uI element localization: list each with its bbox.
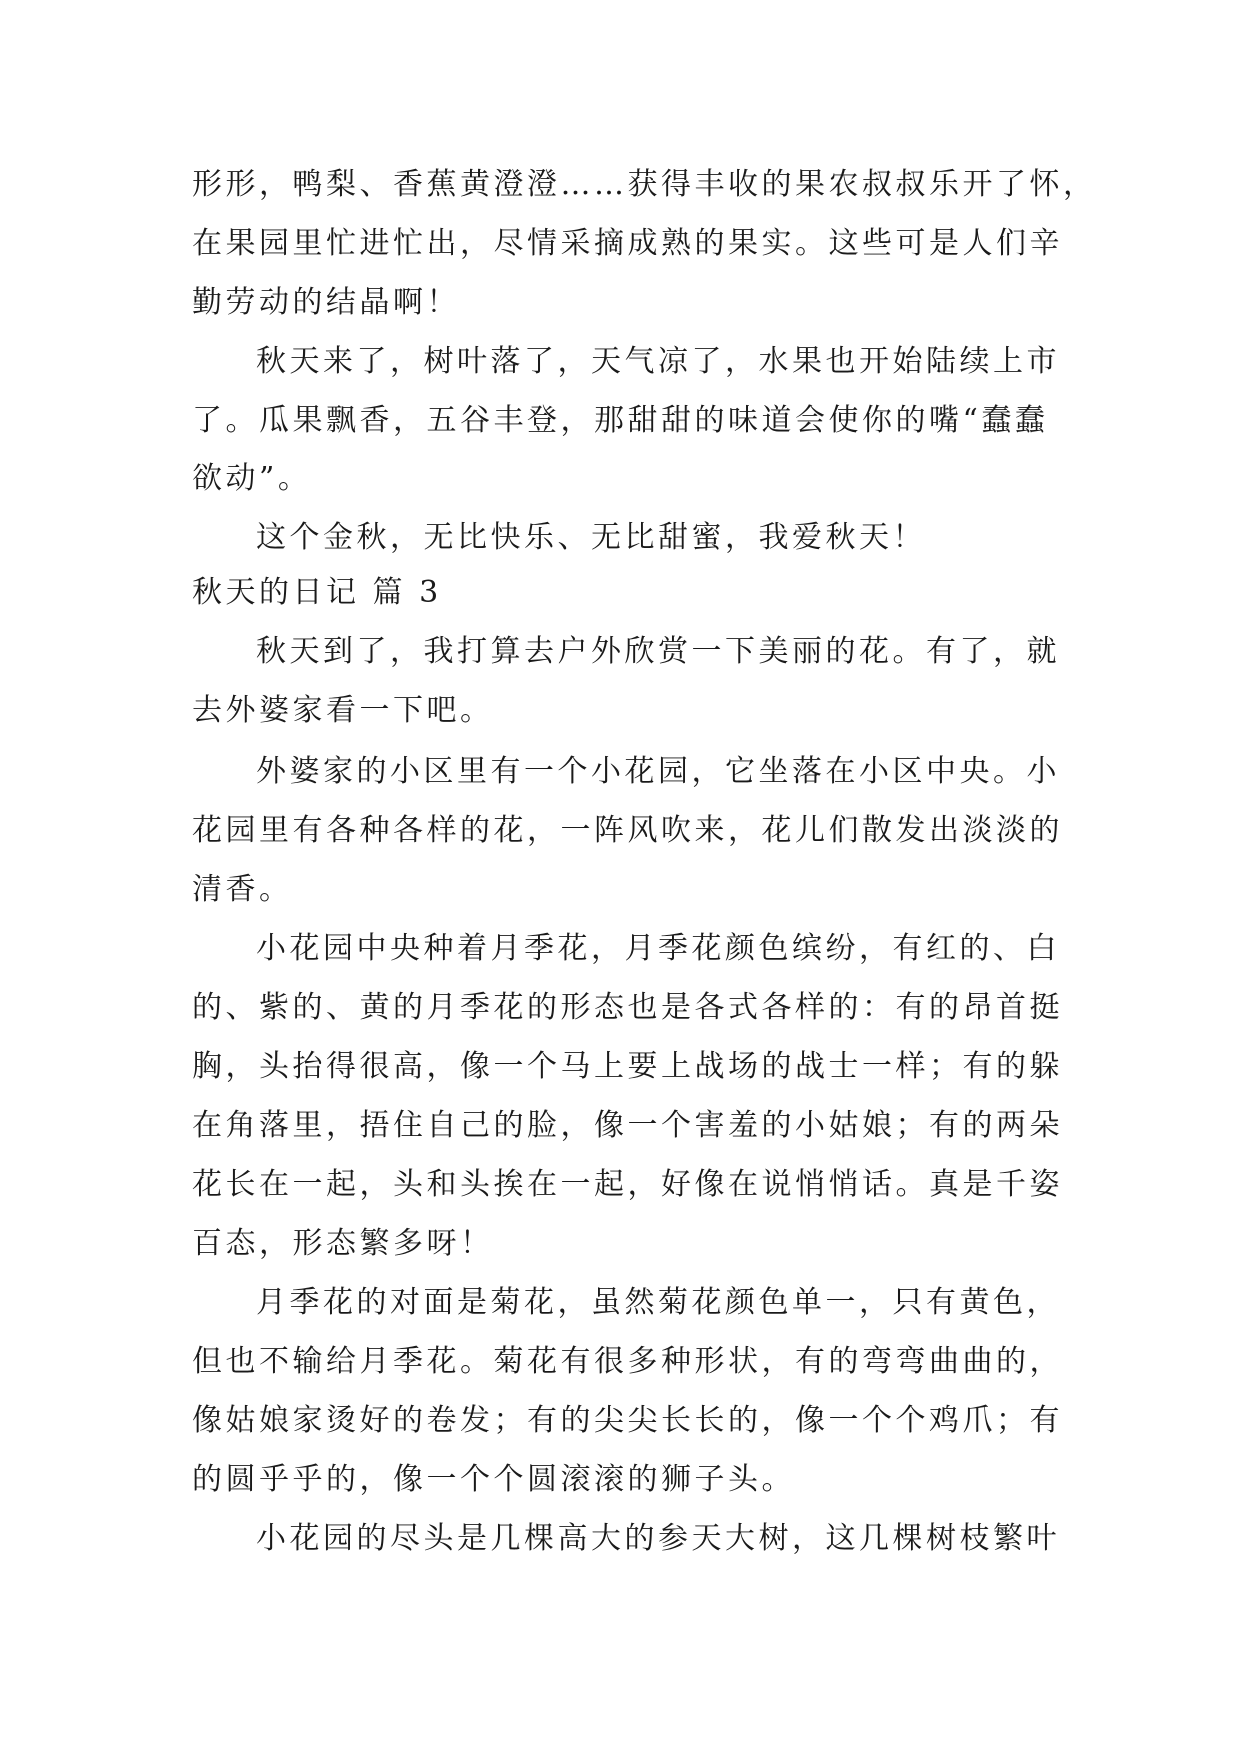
text-line: 小花园的尽头是几棵高大的参天大树，这几棵树枝繁叶 [256, 1521, 1060, 1556]
text-line: 秋天来了，树叶落了，天气凉了，水果也开始陆续上市 [256, 344, 1060, 379]
text-line: 百态，形态繁多呀！ [192, 1226, 494, 1261]
text-line: 的圆乎乎的，像一个个圆滚滚的狮子头。 [192, 1462, 795, 1497]
text-line: 花园里有各种各样的花，一阵风吹来，花儿们散发出淡淡的 [192, 813, 1063, 848]
text-line: 在角落里，捂住自己的脸，像一个害羞的小姑娘；有的两朵 [192, 1108, 1063, 1143]
text-line: 勤劳动的结晶啊！ [192, 285, 460, 320]
text-line: 欲动”。 [192, 461, 312, 496]
text-line: 像姑娘家烫好的卷发；有的尖尖长长的，像一个个鸡爪；有 [192, 1403, 1063, 1438]
text-line: 外婆家的小区里有一个小花园，它坐落在小区中央。小 [256, 754, 1060, 789]
text-line: 在果园里忙进忙出，尽情采摘成熟的果实。这些可是人们辛 [192, 226, 1063, 261]
text-line: 形形，鸭梨、香蕉黄澄澄……获得丰收的果农叔叔乐开了怀， [192, 167, 1097, 202]
text-line: 了。瓜果飘香，五谷丰登，那甜甜的味道会使你的嘴“蠢蠢 [192, 403, 1049, 438]
text-line: 花长在一起，头和头挨在一起，好像在说悄悄话。真是千姿 [192, 1167, 1063, 1202]
text-line: 的、紫的、黄的月季花的形态也是各式各样的：有的昂首挺 [192, 990, 1063, 1025]
text-line: 月季花的对面是菊花，虽然菊花颜色单一，只有黄色， [256, 1285, 1060, 1320]
text-line: 但也不输给月季花。菊花有很多种形状，有的弯弯曲曲的， [192, 1344, 1063, 1379]
text-line: 清香。 [192, 872, 293, 907]
text-line: 胸，头抬得很高，像一个马上要上战场的战士一样；有的躲 [192, 1049, 1063, 1084]
text-line: 这个金秋，无比快乐、无比甜蜜，我爱秋天！ [256, 520, 926, 555]
text-line: 小花园中央种着月季花，月季花颜色缤纷，有红的、白 [256, 931, 1060, 966]
text-line: 去外婆家看一下吧。 [192, 693, 494, 728]
section-heading: 秋天的日记 篇 3 [192, 575, 442, 610]
text-line: 秋天到了，我打算去户外欣赏一下美丽的花。有了，就 [256, 634, 1060, 669]
